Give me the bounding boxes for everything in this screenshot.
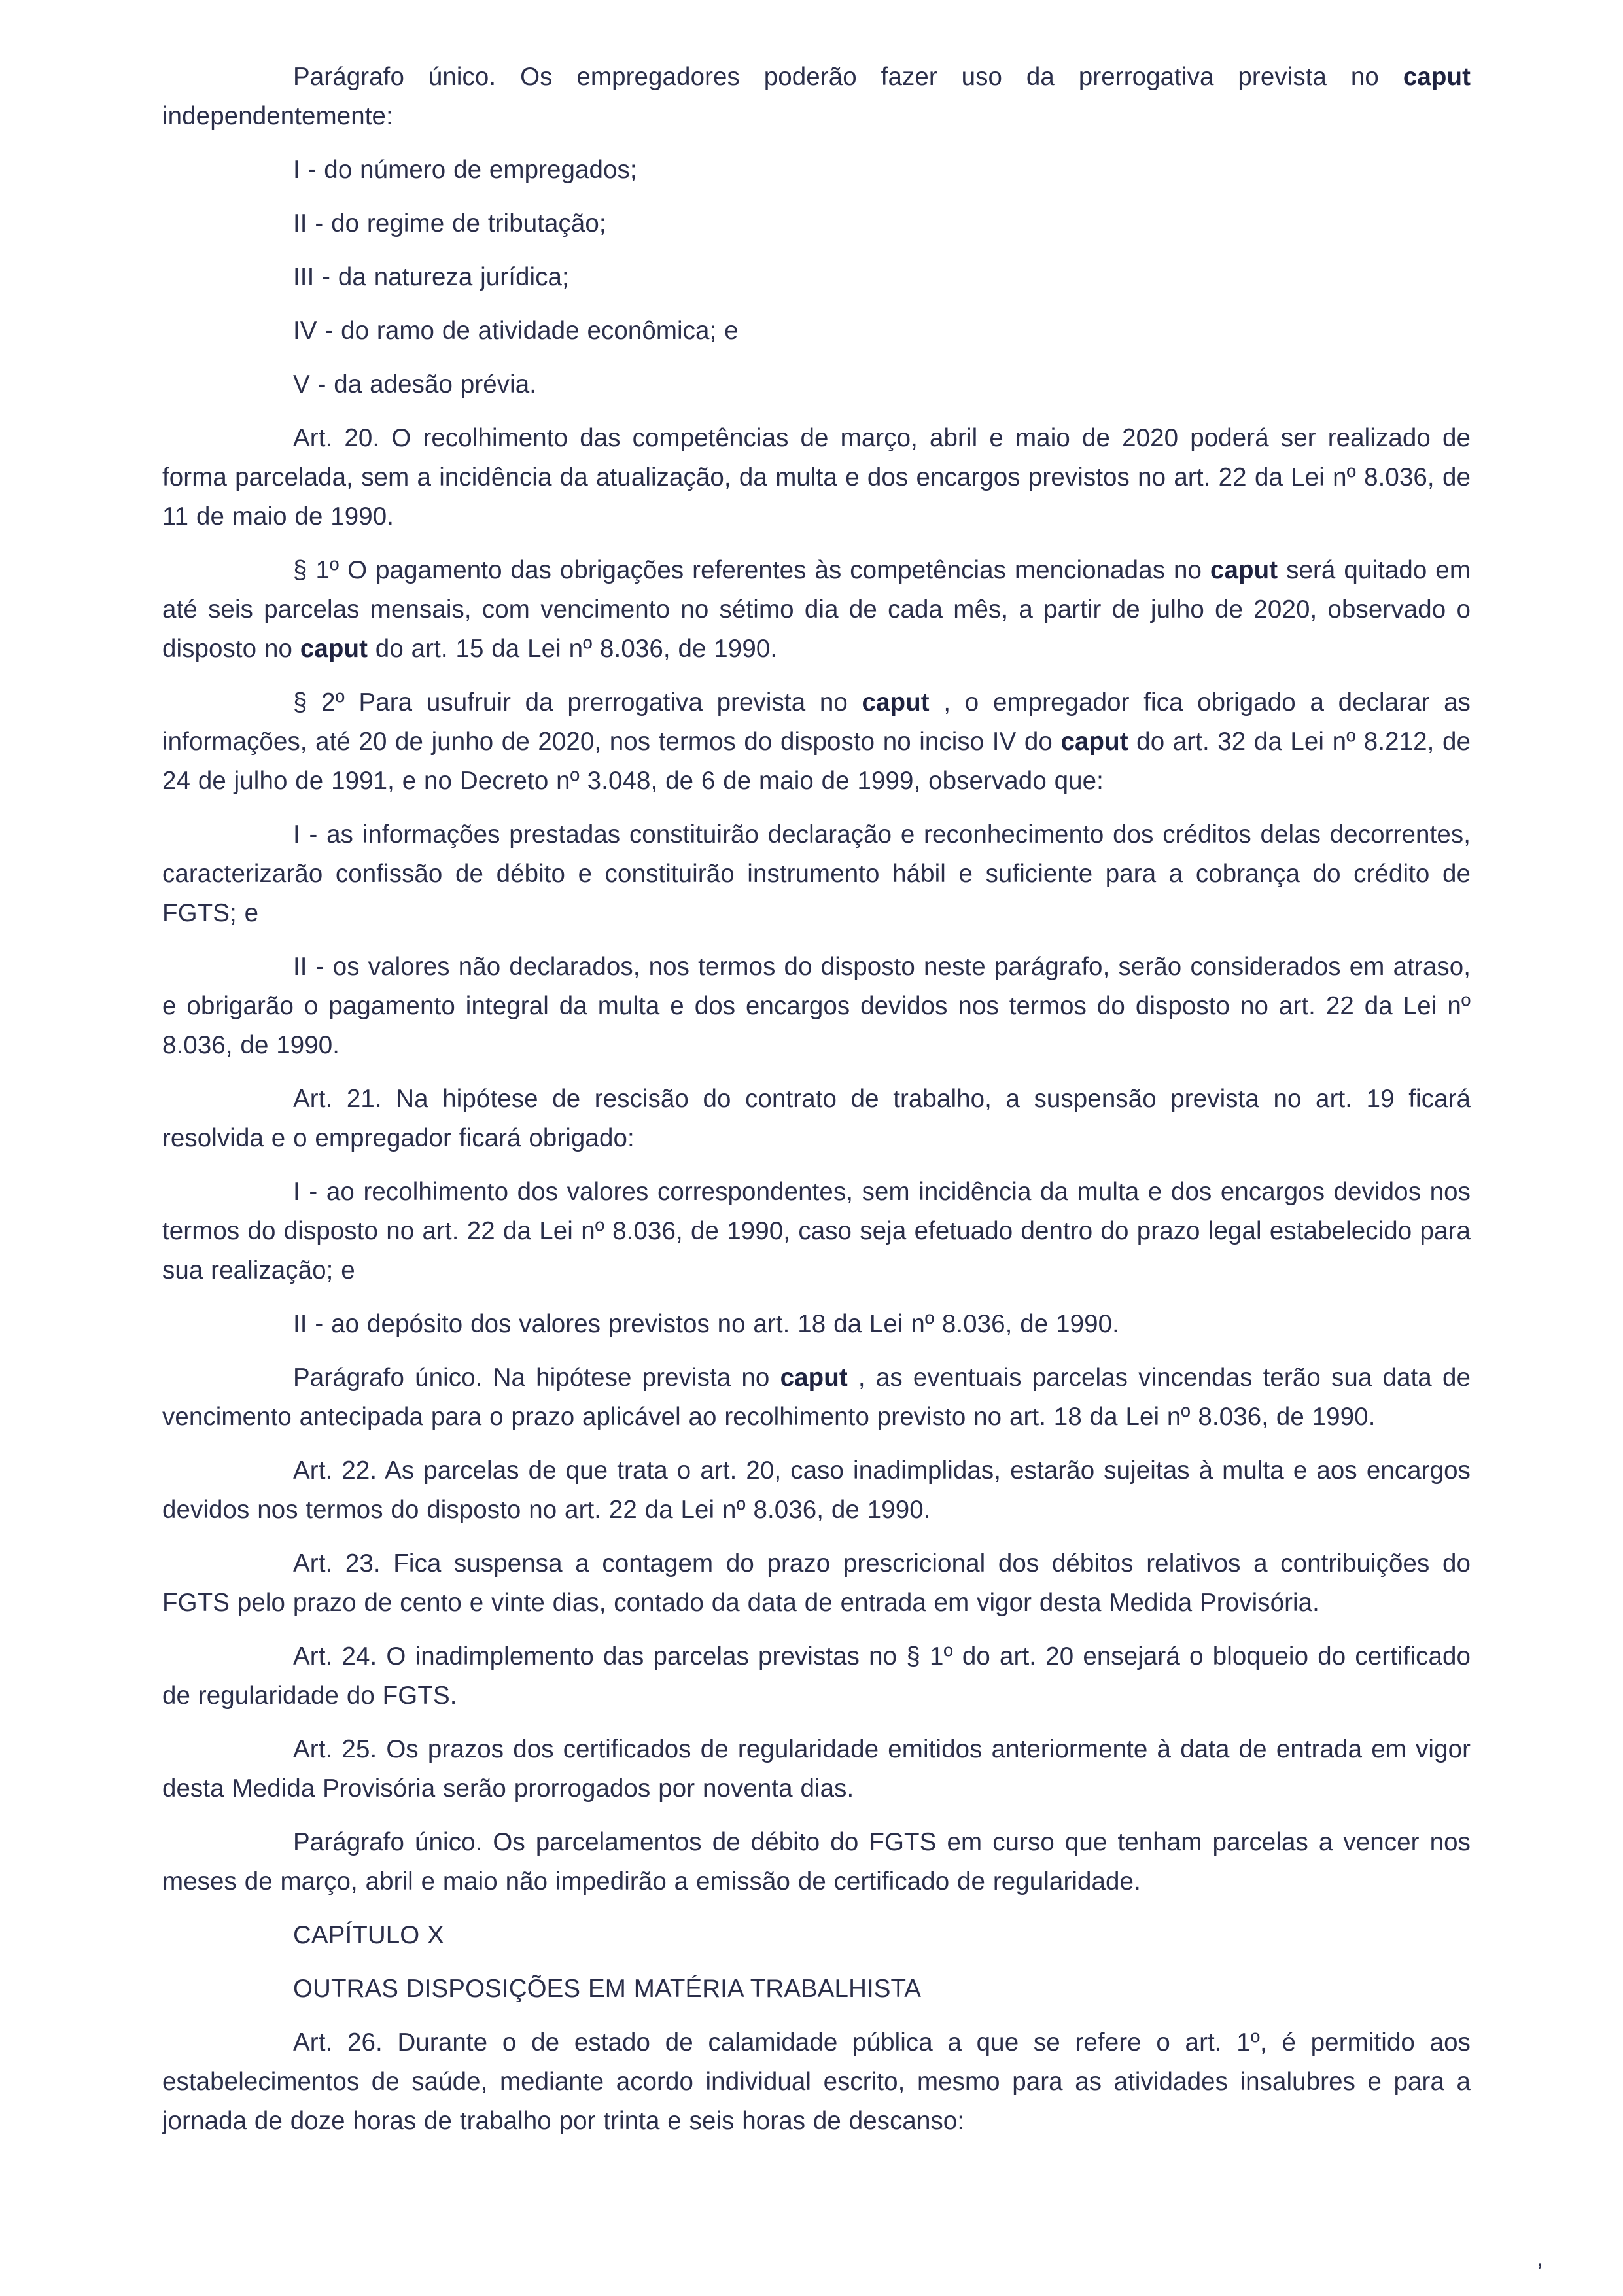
paragraph-text: do art. 32 da Lei nº 8.212, de 24 de julho de 1991, e no Decreto nº 3.048, de 6 de maio de 1999, observado que: xyxy=(162,728,1471,795)
paragraph-text: , as eventuais parcelas vincendas terão sua data de vencimento antecipada para o prazo aplicável ao recolhimento previsto no art. 18 da Lei nº 8.036, de 1990. xyxy=(162,1364,1471,1431)
paragraph-text: II - do regime de tributação; xyxy=(293,209,606,238)
paragraph-p13 xyxy=(162,1173,1471,1290)
paragraph-p4 xyxy=(162,258,1471,297)
paragraph-text: , o empregador fica obrigado a declarar as informações, até 20 de junho de 2020, nos termos do disposto no inciso IV do xyxy=(162,688,1471,756)
bold-term: caput xyxy=(1403,63,1471,91)
paragraph-p16 xyxy=(162,1451,1471,1530)
paragraph-text: V - da adesão prévia. xyxy=(293,370,537,398)
paragraph-p19 xyxy=(162,1730,1471,1809)
paragraph-p3 xyxy=(162,204,1471,243)
bold-term: caput xyxy=(1060,728,1128,756)
paragraph-text: do art. 15 da Lei nº 8.036, de 1990. xyxy=(368,635,778,663)
paragraph-text: Art. 25. Os prazos dos certificados de regularidade emitidos anteriormente à data de entrada em vigor desta Medida Provisória serão prorrogados por noventa dias. xyxy=(162,1735,1471,1803)
bold-term: caput xyxy=(1210,556,1278,584)
paragraph-text: II - ao depósito dos valores previstos no art. 18 da Lei nº 8.036, de 1990. xyxy=(293,1310,1119,1338)
document-body xyxy=(162,58,1471,2155)
paragraph-text: Parágrafo único. Na hipótese prevista no xyxy=(293,1364,780,1392)
paragraph-p2 xyxy=(162,150,1471,190)
paragraph-text: Art. 26. Durante o de estado de calamidade pública a que se refere o art. 1º, é permitido aos estabelecimentos de saúde, mediante acordo individual escrito, mesmo para as atividades insalubres e para a jornada de doze horas de trabalho por trinta e seis horas de descanso: xyxy=(162,2028,1471,2135)
paragraph-p12 xyxy=(162,1080,1471,1158)
paragraph-text: Art. 23. Fica suspensa a contagem do prazo prescricional dos débitos relativos a contribuições do FGTS pelo prazo de cento e vinte dias, contado da data de entrada em vigor desta Medida Provisória. xyxy=(162,1549,1471,1617)
paragraph-text: será quitado em até seis parcelas mensais, com vencimento no sétimo dia de cada mês, a partir de julho de 2020, observado o disposto no xyxy=(162,556,1471,663)
paragraph-text: III - da natureza jurídica; xyxy=(293,263,569,291)
paragraph-p11 xyxy=(162,947,1471,1065)
paragraph-text: Art. 24. O inadimplemento das parcelas previstas no § 1º do art. 20 ensejará o bloqueio do certificado de regularidade do FGTS. xyxy=(162,1642,1471,1710)
paragraph-p8 xyxy=(162,551,1471,669)
paragraph-p15 xyxy=(162,1358,1471,1437)
paragraph-text: I - as informações prestadas constituirão declaração e reconhecimento dos créditos delas decorrentes, caracterizarão confissão de débito e constituirão instrumento hábil e suficiente para a cobrança do crédito de FGTS; e xyxy=(162,821,1471,927)
paragraph-p14 xyxy=(162,1305,1471,1344)
paragraph-p10 xyxy=(162,815,1471,933)
paragraph-text: IV - do ramo de atividade econômica; e xyxy=(293,317,739,345)
bold-term: caput xyxy=(300,635,368,663)
paragraph-text: CAPÍTULO X xyxy=(293,1921,444,1949)
paragraph-p7 xyxy=(162,419,1471,537)
paragraph-text: Parágrafo único. Os parcelamentos de débito do FGTS em curso que tenham parcelas a vencer nos meses de março, abril e maio não impedirão a emissão de certificado de regularidade. xyxy=(162,1828,1471,1896)
paragraph-p18 xyxy=(162,1637,1471,1716)
paragraph-text: OUTRAS DISPOSIÇÕES EM MATÉRIA TRABALHISTA xyxy=(293,1975,922,2003)
paragraph-text: Art. 21. Na hipótese de rescisão do contrato de trabalho, a suspensão prevista no art. 19 ficará resolvida e o empregador ficará obrigado: xyxy=(162,1085,1471,1152)
paragraph-p23 xyxy=(162,2023,1471,2141)
paragraph-p6 xyxy=(162,365,1471,404)
bold-term: caput xyxy=(862,688,930,716)
paragraph-text: § 1º O pagamento das obrigações referentes às competências mencionadas no xyxy=(293,556,1210,584)
paragraph-p22 xyxy=(162,1969,1471,2009)
paragraph-text: independentemente: xyxy=(162,102,393,130)
paragraph-text: Art. 20. O recolhimento das competências de março, abril e maio de 2020 poderá ser realizado de forma parcelada, sem a incidência da atualização, da multa e dos encargos previstos no art. 22 da Lei nº 8.036, de 11 de maio de 1990. xyxy=(162,424,1471,531)
paragraph-text: § 2º Para usufruir da prerrogativa prevista no xyxy=(293,688,862,716)
paragraph-p21 xyxy=(162,1916,1471,1955)
page-mark: , xyxy=(1537,2246,1543,2271)
paragraph-p1 xyxy=(162,58,1471,136)
paragraph-text: Parágrafo único. Os empregadores poderão fazer uso da prerrogativa prevista no xyxy=(293,63,1403,91)
paragraph-p17 xyxy=(162,1544,1471,1623)
paragraph-text: I - do número de empregados; xyxy=(293,156,637,184)
paragraph-p5 xyxy=(162,311,1471,351)
bold-term: caput xyxy=(780,1364,848,1392)
paragraph-text: I - ao recolhimento dos valores correspondentes, sem incidência da multa e dos encargos devidos nos termos do disposto no art. 22 da Lei nº 8.036, de 1990, caso seja efetuado dentro do prazo legal estabelecido para sua realização; e xyxy=(162,1178,1471,1284)
paragraph-text: II - os valores não declarados, nos termos do disposto neste parágrafo, serão considerados em atraso, e obrigarão o pagamento integral da multa e dos encargos devidos nos termos do disposto no art. 22 da Lei nº 8.036, de 1990. xyxy=(162,953,1471,1059)
paragraph-p9 xyxy=(162,683,1471,801)
paragraph-p20 xyxy=(162,1823,1471,1901)
paragraph-text: Art. 22. As parcelas de que trata o art. 20, caso inadimplidas, estarão sujeitas à multa e aos encargos devidos nos termos do disposto no art. 22 da Lei nº 8.036, de 1990. xyxy=(162,1457,1471,1524)
